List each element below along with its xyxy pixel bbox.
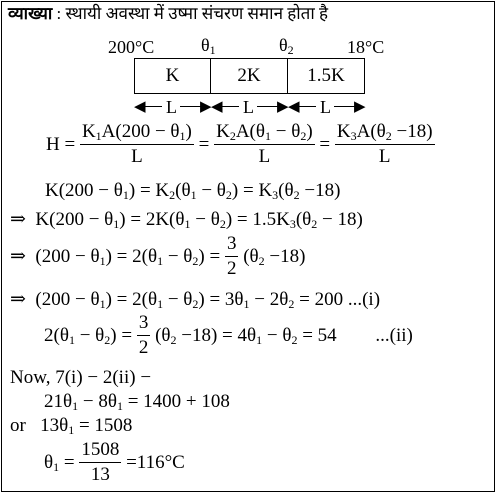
- heading-text: : स्थायी अवस्था में उष्मा संचरण समान होता है: [56, 4, 329, 23]
- equation-line-4: ⇒ $(200 - \theta_1) = 2(\theta_1 - \theta_2)$ = $\frac{3}{2}$ $(\theta_2 -18)$: [10, 233, 306, 279]
- slab-row: [134, 58, 365, 94]
- equation-line-8: $21\theta_1 - 8\theta_1 = 1400 + 108$: [44, 391, 230, 413]
- temp-right: 18°C: [347, 37, 385, 57]
- theta1-label: $\theta_1$: [201, 35, 216, 57]
- length-arrow-1: ◀ L ▶: [134, 97, 212, 117]
- fraction-3: $\frac{K_3A(\theta_2 -18)}{L}$: [336, 121, 433, 167]
- slab-k: K: [134, 58, 211, 94]
- fraction-2: $\frac{K_2A(\theta_1 - \theta_2)}{L}$: [216, 121, 313, 167]
- length-arrow-3: ◀ L ▶: [288, 97, 366, 117]
- length-arrow-2: ◀ L ▶: [211, 97, 289, 117]
- fraction-1: $\frac{K_1A(200 - \theta_1)}{L}$: [81, 121, 192, 167]
- slab-2k: 2K: [211, 58, 288, 94]
- equation-line-5: ⇒ $(200 - \theta_1) = 2(\theta_1 - \theta_2) = 3\theta_1 - 2\theta_2 = 200$ ...(i): [10, 289, 381, 311]
- equation-line-9: or $13\theta_1 = 1508$: [10, 415, 133, 437]
- equation-line-7: Now, 7(i) − 2(ii) −: [10, 367, 152, 388]
- equation-line-2: $K(200 - \theta_1) = K_2(\theta_1 - \theta_2) = K_3(\theta_2 -18)$: [45, 180, 341, 202]
- equation-line-6: $2(\theta_1 - \theta_2)$ = $\frac{3}{2}$ $(\theta_2 -18) = 4\theta_1 - \theta_2 = 54$ ...(ii): [44, 312, 413, 358]
- temp-left: 200°C: [108, 37, 155, 57]
- final-result: $\theta_1$ = $\frac{1508}{13}$ =116°C: [44, 439, 185, 485]
- explanation-heading: [8, 5, 328, 22]
- slab-1-5k: 1.5K: [288, 58, 365, 94]
- h-equation: H = $\frac{K_1A(200 - \theta_1)}{L}$ = $\frac{K_2A(\theta_1 - \theta_2)}{L}$ = $\frac{K_3A(\theta_2 -18)}{L}$: [46, 121, 433, 167]
- theta2-label: $\theta_2$: [279, 35, 294, 57]
- heading-label: व्याख्या: [8, 4, 53, 23]
- equation-line-3: ⇒ $K(200 - \theta_1) = 2K(\theta_1 - \theta_2) = 1.5K_3(\theta_2 - 18)$: [10, 209, 363, 231]
